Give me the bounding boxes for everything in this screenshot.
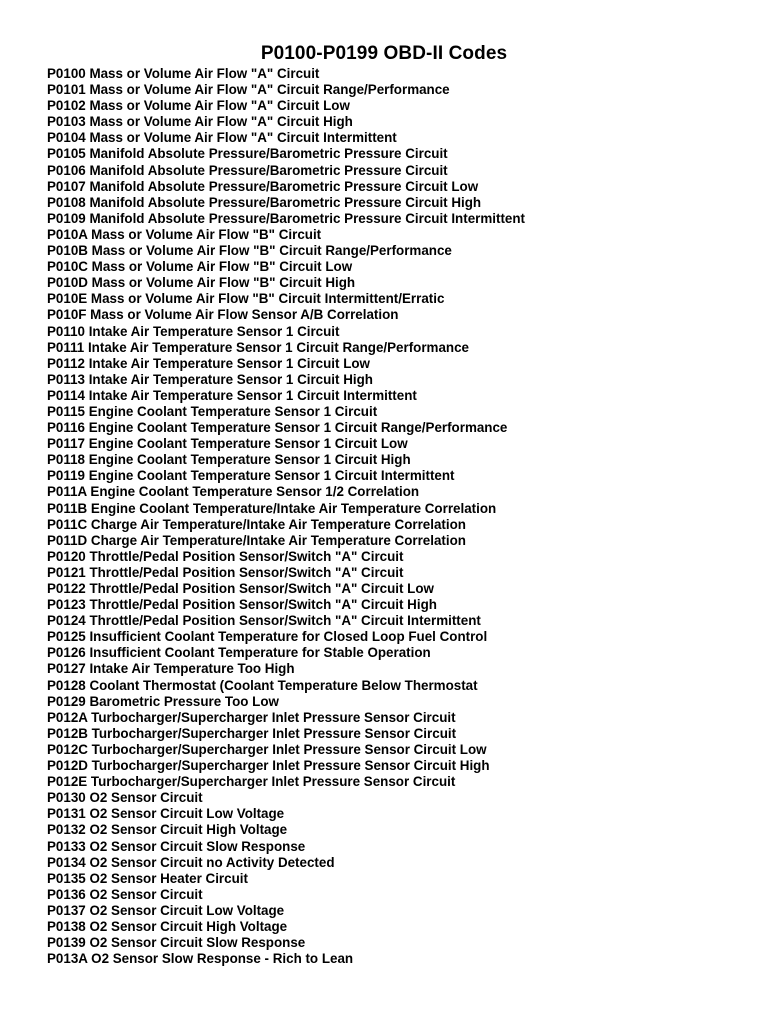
code-list-item: P0100 Mass or Volume Air Flow "A" Circuit [47, 66, 320, 81]
code-list-item: P012A Turbocharger/Supercharger Inlet Pressure Sensor Circuit [47, 709, 456, 725]
code-list-item: P0123 Throttle/Pedal Position Sensor/Switch "A" Circuit High [47, 597, 437, 613]
code-list-item: P0134 O2 Sensor Circuit no Activity Detected [47, 854, 335, 870]
code-list-item: P0108 Manifold Absolute Pressure/Barometric Pressure Circuit High [47, 194, 482, 210]
code-list-item: P0107 Manifold Absolute Pressure/Barometric Pressure Circuit Low [47, 178, 479, 194]
code-list-item: P012E Turbocharger/Supercharger Inlet Pressure Sensor Circuit [47, 774, 456, 790]
code-list-item: P010A Mass or Volume Air Flow "B" Circuit [47, 226, 322, 242]
code-list-item: P012C Turbocharger/Supercharger Inlet Pressure Sensor Circuit Low [47, 741, 487, 757]
code-list-item: P0109 Manifold Absolute Pressure/Barometric Pressure Circuit Intermittent [47, 210, 525, 226]
code-list-item: P010B Mass or Volume Air Flow "B" Circuit Range/Performance [47, 243, 452, 259]
code-list-item: P0136 O2 Sensor Circuit [47, 886, 203, 902]
code-list-item: P0121 Throttle/Pedal Position Sensor/Switch "A" Circuit [47, 564, 404, 580]
code-list-item: P010E Mass or Volume Air Flow "B" Circuit Intermittent/Erratic [47, 291, 445, 307]
code-list-item: P0128 Coolant Thermostat (Coolant Temperature Below Thermostat [47, 677, 478, 693]
code-list-item: P0132 O2 Sensor Circuit High Voltage [47, 822, 288, 838]
code-list-item: P0130 O2 Sensor Circuit [47, 790, 203, 806]
code-list-item: P0131 O2 Sensor Circuit Low Voltage [47, 806, 285, 822]
code-list-item: P0114 Intake Air Temperature Sensor 1 Circuit Intermittent [47, 387, 417, 403]
code-list-item: P011A Engine Coolant Temperature Sensor 1/2 Correlation [47, 484, 420, 500]
code-list-item: P0103 Mass or Volume Air Flow "A" Circuit High [47, 114, 353, 130]
code-list-item: P0105 Manifold Absolute Pressure/Barometric Pressure Circuit [47, 146, 448, 162]
code-list-item: P012B Turbocharger/Supercharger Inlet Pressure Sensor Circuit [47, 725, 457, 741]
code-list-item: P0127 Intake Air Temperature Too High [47, 661, 295, 677]
code-list-item: P0110 Intake Air Temperature Sensor 1 Circuit [47, 323, 340, 339]
code-list-item: P0135 O2 Sensor Heater Circuit [47, 870, 248, 886]
code-list-item: P0104 Mass or Volume Air Flow "A" Circuit Intermittent [47, 130, 397, 146]
page-title: P0100-P0199 OBD-II Codes [260, 43, 508, 64]
code-list-item: P0138 O2 Sensor Circuit High Voltage [47, 918, 288, 934]
code-list-item: P0101 Mass or Volume Air Flow "A" Circuit Range/Performance [47, 82, 450, 98]
code-list-item: P010C Mass or Volume Air Flow "B" Circuit Low [47, 259, 353, 275]
code-list-item: P0129 Barometric Pressure Too Low [47, 693, 279, 709]
code-list-item: P0133 O2 Sensor Circuit Slow Response [47, 838, 306, 854]
code-list-item: P0124 Throttle/Pedal Position Sensor/Switch "A" Circuit Intermittent [47, 613, 481, 629]
code-list-item: P0116 Engine Coolant Temperature Sensor 1 Circuit Range/Performance [47, 420, 508, 436]
code-list-item: P0125 Insufficient Coolant Temperature for Closed Loop Fuel Control [47, 629, 488, 645]
code-list-item: P011B Engine Coolant Temperature/Intake Air Temperature Correlation [47, 500, 497, 516]
code-list-item: P0139 O2 Sensor Circuit Slow Response [47, 935, 306, 951]
code-list-item: P012D Turbocharger/Supercharger Inlet Pressure Sensor Circuit High [47, 758, 490, 774]
code-list-item: P0102 Mass or Volume Air Flow "A" Circuit Low [47, 98, 350, 114]
code-list-item: P0115 Engine Coolant Temperature Sensor 1 Circuit [47, 403, 378, 419]
code-list-item: P0122 Throttle/Pedal Position Sensor/Switch "A" Circuit Low [47, 581, 434, 596]
code-list-item: P0118 Engine Coolant Temperature Sensor 1 Circuit High [47, 452, 411, 468]
code-list-item: P0126 Insufficient Coolant Temperature for Stable Operation [47, 645, 431, 661]
code-list-item: P010D Mass or Volume Air Flow "B" Circuit High [47, 275, 356, 291]
code-list-item: P0117 Engine Coolant Temperature Sensor 1 Circuit Low [47, 436, 408, 452]
code-list-item: P0111 Intake Air Temperature Sensor 1 Circuit Range/Performance [47, 339, 469, 355]
code-list-item: P0120 Throttle/Pedal Position Sensor/Switch "A" Circuit [47, 548, 404, 564]
code-list-item: P0113 Intake Air Temperature Sensor 1 Circuit High [47, 371, 373, 387]
code-list-item: P011C Charge Air Temperature/Intake Air Temperature Correlation [47, 516, 466, 532]
code-list-item: P013A O2 Sensor Slow Response - Rich to Lean [47, 951, 354, 967]
code-list [47, 66, 525, 967]
code-list-item: P0112 Intake Air Temperature Sensor 1 Circuit Low [47, 355, 370, 371]
code-list-item: P0106 Manifold Absolute Pressure/Barometric Pressure Circuit [47, 162, 448, 178]
code-list-item: P0137 O2 Sensor Circuit Low Voltage [47, 902, 285, 918]
code-list-item: P0119 Engine Coolant Temperature Sensor 1 Circuit Intermittent [47, 468, 455, 484]
code-list-item: P010F Mass or Volume Air Flow Sensor A/B Correlation [47, 307, 399, 323]
code-list-item: P011D Charge Air Temperature/Intake Air Temperature Correlation [47, 532, 466, 548]
